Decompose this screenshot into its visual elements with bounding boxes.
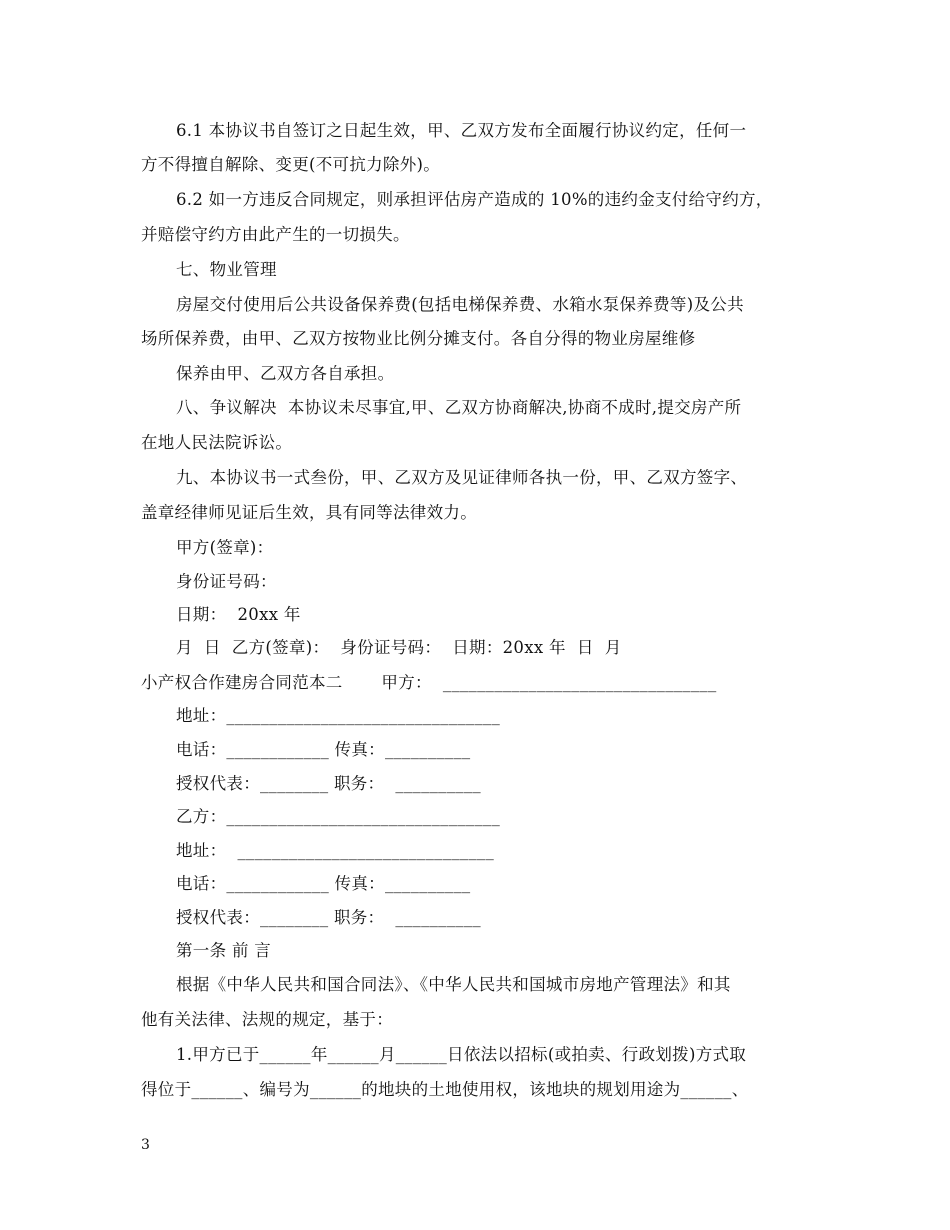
clause-6-2-line-2: 并赔偿守约方由此产生的一切损失。 xyxy=(141,225,410,244)
party-b-name: 乙方：________________________________ xyxy=(176,807,500,826)
dispute-resolution-line-1: 八、争议解决 本协议未尽事宜,甲、乙双方协商解决,协商不成时,提交房产所 xyxy=(176,398,742,417)
preamble-line-1: 根据《中华人民共和国合同法》、《中华人民共和国城市房地产管理法》和其 xyxy=(176,975,731,994)
clause-6-1-line-2: 方不得擅自解除、变更(不可抗力除外)。 xyxy=(141,155,441,174)
clause-6-1-line-1: 6.1 本协议书自签订之日起生效，甲、乙双方发布全面履行协议约定，任何一 xyxy=(176,121,747,140)
party-a-signature: 甲方(签章)： xyxy=(176,538,274,557)
property-management-line-1: 房屋交付使用后公共设备保养费(包括电梯保养费、水箱水泵保养费等)及公共 xyxy=(176,295,744,314)
party-a-date: 日期： 20xx 年 xyxy=(176,605,301,624)
party-a-address: 地址：________________________________ xyxy=(176,706,500,725)
party-b-phone-fax: 电话：____________ 传真：__________ xyxy=(176,874,471,893)
item-1-line-1: 1.甲方已于______年______月______日依法以招标(或拍卖、行政划拨)方式取 xyxy=(176,1045,747,1064)
party-a-phone-fax: 电话：____________ 传真：__________ xyxy=(176,740,471,759)
dispute-resolution-line-2: 在地人民法院诉讼。 xyxy=(141,433,293,452)
article-1-heading: 第一条 前 言 xyxy=(176,941,272,960)
copies-clause-line-1: 九、本协议书一式叁份，甲、乙双方及见证律师各执一份，甲、乙双方签字、 xyxy=(176,468,748,487)
item-1-line-2: 得位于______、编号为______的地块的土地使用权，该地块的规划用途为______、 xyxy=(141,1080,749,1099)
preamble-line-2: 他有关法律、法规的规定，基于： xyxy=(141,1010,393,1029)
property-management-line-2: 场所保养费，由甲、乙双方按物业比例分摊支付。各自分得的物业房屋维修 xyxy=(141,329,696,348)
property-management-line-3: 保养由甲、乙双方各自承担。 xyxy=(176,364,395,383)
copies-clause-line-2: 盖章经律师见证后生效，具有同等法律效力。 xyxy=(141,503,477,522)
party-a-id-number: 身份证号码： xyxy=(176,572,277,591)
party-a-representative: 授权代表：________ 职务： __________ xyxy=(176,774,481,793)
section-7-heading: 七、物业管理 xyxy=(176,260,277,279)
party-b-signature-line: 月 日 乙方(签章)： 身份证号码： 日期：20xx 年 日 月 xyxy=(176,638,622,657)
template-two-title-line: 小产权合作建房合同范本二 甲方： ________________________________ xyxy=(141,673,717,692)
party-b-address: 地址： ______________________________ xyxy=(176,841,494,860)
party-b-representative: 授权代表：________ 职务： __________ xyxy=(176,908,481,927)
page-number: 3 xyxy=(141,1137,150,1153)
clause-6-2-line-1: 6.2 如一方违反合同规定，则承担评估房产造成的 10%的违约金支付给守约方， xyxy=(176,190,773,209)
